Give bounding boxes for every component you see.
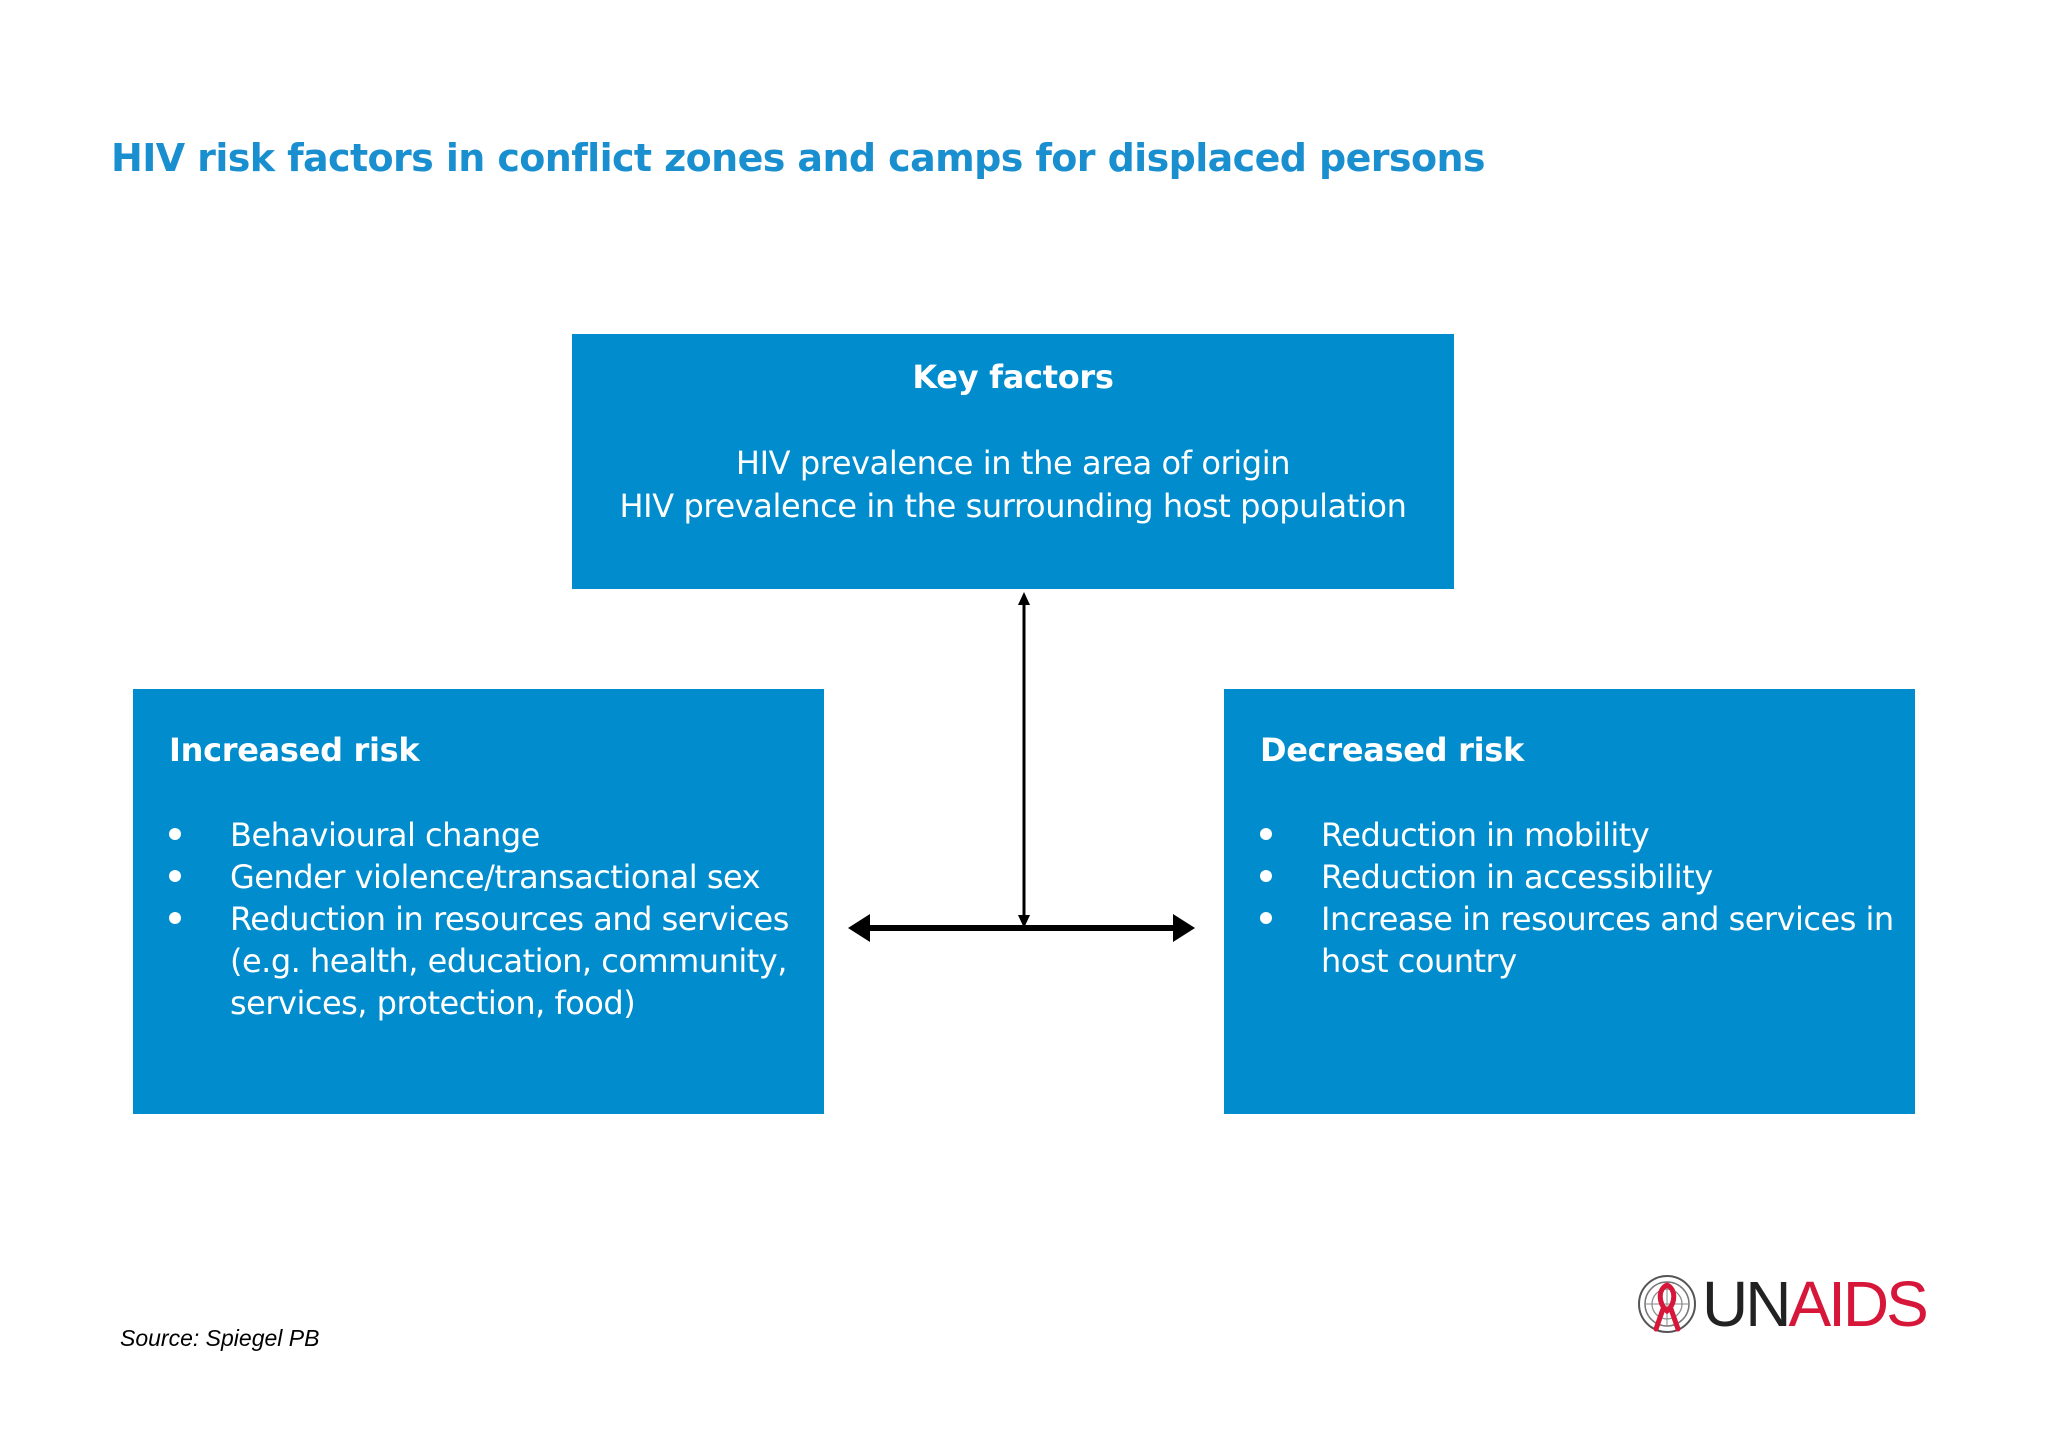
list-item-text: Reduction in resources and services (e.g. health, education, community, services, protection, food) (230, 900, 789, 1022)
key-factor-line: HIV prevalence in the surrounding host population (619, 487, 1407, 525)
list-item-text: Reduction in mobility (1321, 816, 1650, 854)
list-item-text: Increase in resources and services in host country (1321, 900, 1894, 980)
un-emblem-red-ribbon-icon (1636, 1273, 1698, 1335)
logo-aids-text: AIDS (1788, 1268, 1926, 1340)
decreased-risk-heading: Decreased risk (1260, 731, 1524, 769)
key-factors-heading: Key factors (912, 358, 1114, 396)
list-item-text: Gender violence/transactional sex (230, 858, 761, 896)
logo-un-text: UN (1702, 1268, 1789, 1340)
key-factor-line: HIV prevalence in the area of origin (735, 444, 1291, 482)
vertical-double-arrow (1018, 592, 1030, 928)
list-item-text: Reduction in accessibility (1321, 858, 1713, 896)
logo-wordmark (1702, 1268, 1926, 1340)
list-item-text: Behavioural change (230, 816, 540, 854)
unaids-logo (1636, 1268, 1926, 1340)
increased-risk-heading: Increased risk (169, 731, 420, 769)
source-caption: Source: Spiegel PB (120, 1325, 320, 1351)
page-title: HIV risk factors in conflict zones and camps for displaced persons (111, 136, 1485, 180)
